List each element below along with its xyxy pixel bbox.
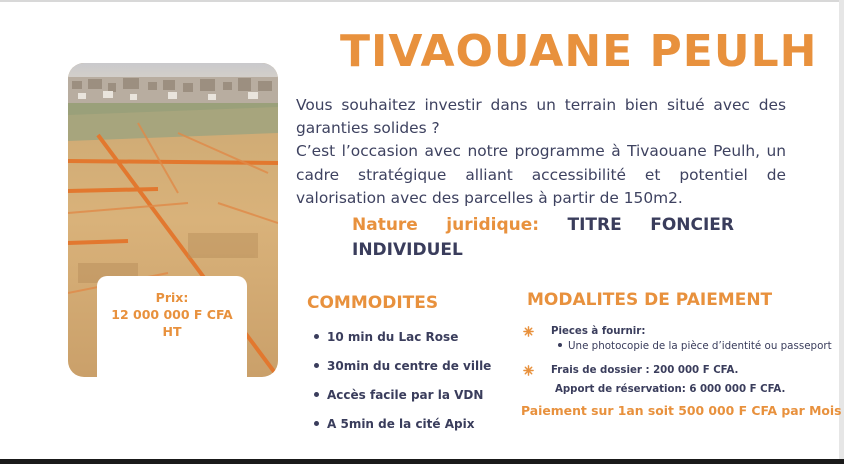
documents-item: [558, 340, 832, 352]
legal-status-value: TITRE FONCIER: [567, 215, 734, 235]
reservation-text: Apport de réservation: 6 000 000 F CFA.: [555, 384, 786, 395]
price-label: Prix:: [155, 290, 189, 305]
amenities-list: [314, 327, 491, 443]
orange-starburst-icon: [523, 326, 534, 337]
legal-status: [352, 213, 734, 238]
legal-status-label: Nature juridique:: [352, 215, 540, 235]
price-tax: HT: [162, 324, 182, 339]
documents-label: Pieces à fournir:: [551, 326, 646, 337]
bullet-icon: [314, 421, 319, 426]
legal-status-value-2: INDIVIDUEL: [352, 240, 463, 260]
fees-text: Frais de dossier : 200 000 F CFA.: [551, 365, 739, 376]
intro-line-2: C’est l’occasion avec notre programme à Tivaouane Peulh, un cadre stratégique alliant accessibilité et potentiel de valorisation avec des parcelles à partir de 150m2.: [296, 142, 786, 207]
amenity-text: A 5min de la cité Apix: [327, 417, 475, 431]
price-card: [97, 276, 247, 388]
payment-heading: MODALITES DE PAIEMENT: [527, 290, 773, 310]
page-title: TIVAOUANE PEULH: [340, 26, 818, 77]
orange-starburst-icon: [523, 365, 534, 376]
bullet-icon: [314, 334, 319, 339]
list-item: [314, 327, 491, 356]
intro-line-1: Vous souhaitez investir dans un terrain bien situé avec des garanties solides ?: [296, 96, 786, 138]
right-border: [839, 0, 844, 464]
intro-text: [296, 94, 786, 210]
bottom-border: [0, 459, 844, 464]
amenity-text: 30min du centre de ville: [327, 359, 492, 373]
amenities-heading: COMMODITES: [307, 293, 439, 313]
bullet-icon: [314, 363, 319, 368]
bullet-icon: [314, 392, 319, 397]
list-item: [314, 385, 491, 414]
list-item: [314, 414, 491, 443]
top-border: [0, 0, 844, 2]
amenity-text: 10 min du Lac Rose: [327, 330, 459, 344]
price-amount: 12 000 000 F CFA: [111, 307, 233, 322]
documents-item-text: Une photocopie de la pièce d’identité ou passeport: [568, 340, 832, 352]
bullet-icon: [558, 343, 562, 347]
installments-text: Paiement sur 1an soit 500 000 F CFA par Mois: [521, 403, 842, 418]
list-item: [314, 356, 491, 385]
amenity-text: Accès facile par la VDN: [327, 388, 484, 402]
